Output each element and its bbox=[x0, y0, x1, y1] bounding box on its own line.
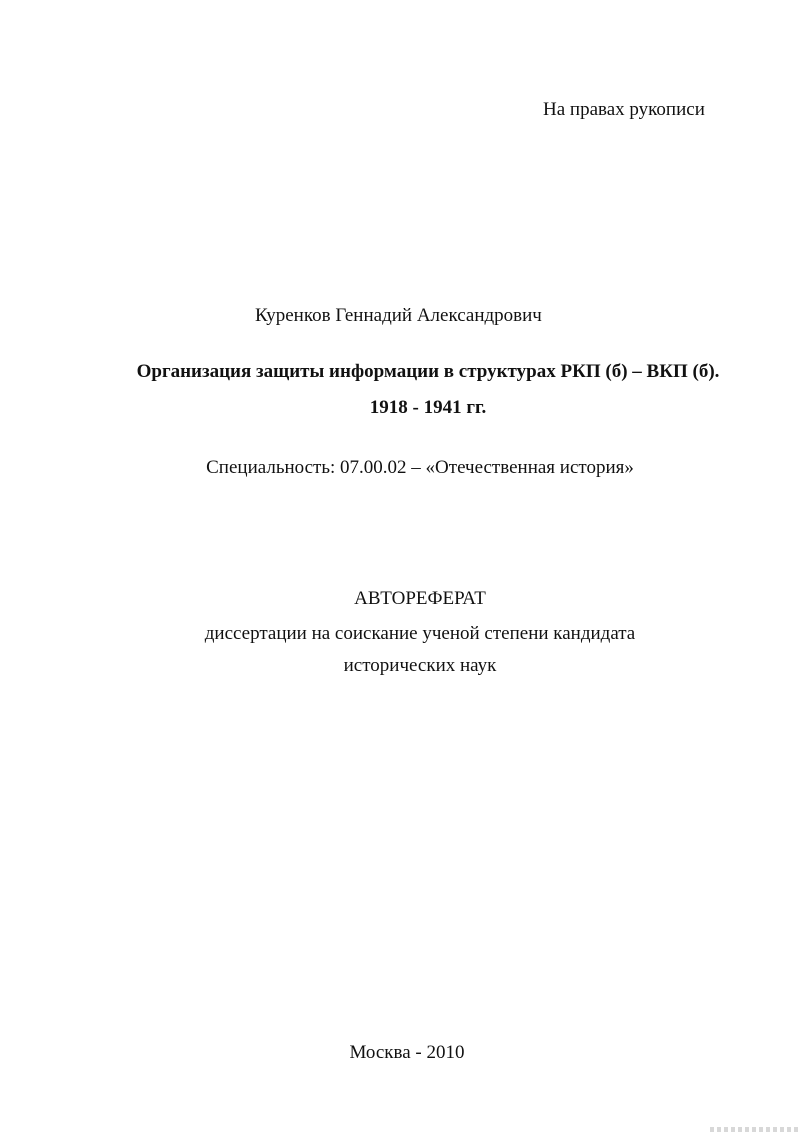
author-name: Куренков Геннадий Александрович bbox=[255, 305, 542, 326]
dissertation-title-line-1: Организация защиты информации в структурах РКП (б) – ВКП (б). bbox=[136, 361, 720, 382]
rights-notice: На правах рукописи bbox=[543, 99, 705, 120]
dissertation-title-line-2: 1918 - 1941 гг. bbox=[369, 397, 487, 418]
document-type-heading: АВТОРЕФЕРАТ bbox=[354, 588, 486, 609]
scan-artifact-mark bbox=[710, 1127, 800, 1132]
place-and-year: Москва - 2010 bbox=[349, 1042, 465, 1063]
document-description-line-2: исторических наук bbox=[343, 655, 497, 676]
specialty-line: Специальность: 07.00.02 – «Отечественная история» bbox=[206, 457, 634, 478]
document-description-line-1: диссертации на соискание ученой степени кандидата bbox=[204, 623, 636, 644]
